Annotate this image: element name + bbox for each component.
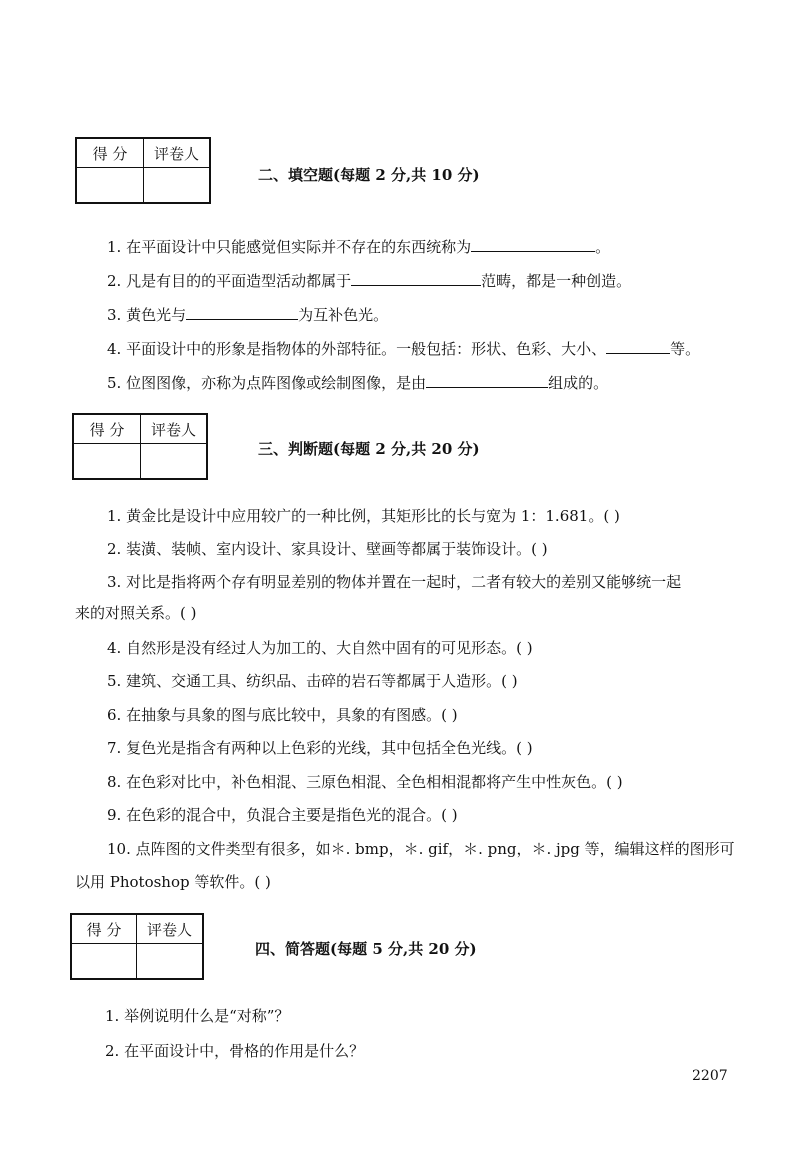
- section-title-fill-blank: 二、填空题(每题 2 分,共 10 分): [258, 166, 480, 184]
- question-line: 6. 在抽象与具象的图与底比较中，具象的有图感。( ): [107, 706, 458, 724]
- score-input[interactable]: [76, 168, 144, 204]
- question-line: 3. 对比是指将两个存有明显差别的物体并置在一起时，二者有较大的差别又能够统一起: [107, 573, 682, 591]
- grader-label: 评卷人: [141, 414, 208, 444]
- score-label: 得 分: [71, 914, 137, 944]
- question-line: 3. 黄色光与 为互补色光。: [107, 306, 389, 324]
- section-title-short-answer: 四、简答题(每题 5 分,共 20 分): [255, 940, 477, 958]
- question-line: 2. 凡是有目的的平面造型活动都属于 范畴，都是一种创造。: [107, 272, 632, 290]
- grader-label: 评卷人: [144, 138, 211, 168]
- answer-blank[interactable]: [471, 237, 595, 252]
- question-line: 1. 在平面设计中只能感觉但实际并不存在的东西统称为 。: [107, 238, 611, 256]
- score-box-short-answer: [70, 913, 204, 980]
- grader-input[interactable]: [141, 444, 208, 480]
- question-line: 2. 装潢、装帧、室内设计、家具设计、壁画等都属于装饰设计。( ): [107, 540, 548, 558]
- page-number: 2207: [692, 1068, 728, 1084]
- grader-input[interactable]: [137, 944, 204, 980]
- question-line: 5. 建筑、交通工具、纺织品、击碎的岩石等都属于人造形。( ): [107, 672, 518, 690]
- score-input[interactable]: [71, 944, 137, 980]
- question-line: 10. 点阵图的文件类型有很多，如＊. bmp，＊. gif，＊. png，＊. jpg 等，编辑这样的图形可: [107, 840, 735, 858]
- question-line: 8. 在色彩对比中，补色相混、三原色相混、全色相相混都将产生中性灰色。( ): [107, 773, 623, 791]
- answer-blank[interactable]: [606, 339, 670, 354]
- score-label: 得 分: [73, 414, 141, 444]
- question-line: 4. 自然形是没有经过人为加工的、大自然中固有的可见形态。( ): [107, 639, 533, 657]
- section-title-true-false: 三、判断题(每题 2 分,共 20 分): [258, 440, 480, 458]
- grader-label: 评卷人: [137, 914, 204, 944]
- question-line: 5. 位图图像，亦称为点阵图像或绘制图像，是由 组成的。: [107, 374, 609, 392]
- answer-blank[interactable]: [351, 271, 481, 286]
- score-label: 得 分: [76, 138, 144, 168]
- answer-blank[interactable]: [186, 305, 298, 320]
- question-line: 7. 复色光是指含有两种以上色彩的光线，其中包括全色光线。( ): [107, 739, 533, 757]
- grader-input[interactable]: [144, 168, 211, 204]
- question-line: 来的对照关系。( ): [75, 604, 197, 622]
- question-line: 以用 Photoshop 等软件。( ): [75, 873, 271, 891]
- question-line: 2. 在平面设计中，骨格的作用是什么？: [105, 1042, 365, 1060]
- question-line: 9. 在色彩的混合中，负混合主要是指色光的混合。( ): [107, 806, 458, 824]
- question-line: 1. 举例说明什么是“对称”？: [105, 1007, 290, 1025]
- answer-blank[interactable]: [426, 373, 548, 388]
- question-line: 4. 平面设计中的形象是指物体的外部特征。一般包括：形状、色彩、大小、 等。: [107, 340, 701, 358]
- score-input[interactable]: [73, 444, 141, 480]
- score-box-true-false: [72, 413, 208, 480]
- question-line: 1. 黄金比是设计中应用较广的一种比例，其矩形比的长与宽为 1：1.681。( ): [107, 507, 620, 525]
- score-box-fill-blank: [75, 137, 211, 204]
